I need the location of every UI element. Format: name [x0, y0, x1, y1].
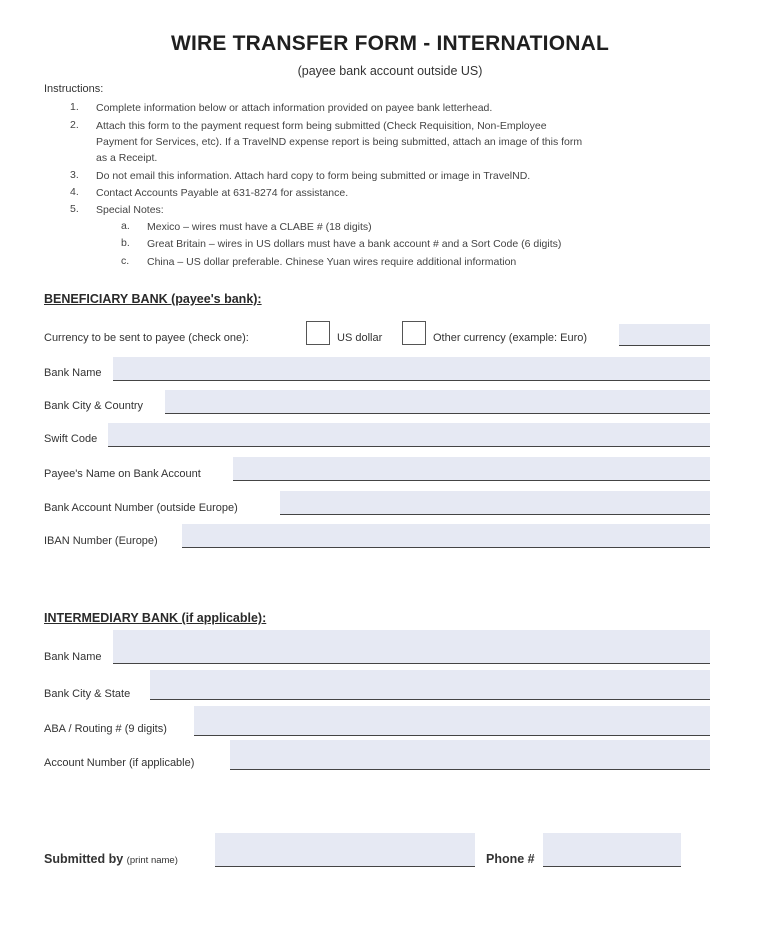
us-dollar-checkbox[interactable] — [306, 321, 330, 345]
other-currency-field[interactable] — [619, 324, 710, 346]
page-subtitle: (payee bank account outside US) — [297, 64, 483, 78]
swift-code-field[interactable] — [108, 423, 710, 447]
payee-name-field[interactable] — [233, 457, 710, 481]
intermediary-bank-heading: INTERMEDIARY BANK (if applicable): — [44, 611, 267, 625]
intermediary-account-number-label: Account Number (if applicable) — [44, 757, 195, 769]
instruction-number: 3. — [70, 169, 79, 181]
submitted-by-text: Submitted by — [44, 852, 124, 866]
note-letter: c. — [121, 255, 130, 267]
instruction-line: Attach this form to the payment request form being submitted (Check Requisition, Non-Employee — [96, 120, 547, 132]
instruction-line: Contact Accounts Payable at 631-8274 for assistance. — [96, 187, 349, 199]
intermediary-bank-city-state-label: Bank City & State — [44, 688, 131, 700]
print-name-hint: (print name) — [126, 855, 178, 866]
instruction-line: Do not email this information. Attach hard copy to form being submitted or image in TravelND. — [96, 170, 531, 182]
bank-name-label: Bank Name — [44, 367, 102, 379]
bank-name-field[interactable] — [113, 357, 710, 381]
bank-city-country-field[interactable] — [165, 390, 710, 414]
intermediary-bank-name-field[interactable] — [113, 630, 710, 664]
intermediary-bank-city-state-field[interactable] — [150, 670, 710, 700]
instruction-line: as a Receipt. — [96, 152, 158, 164]
instruction-number: 5. — [70, 203, 79, 215]
aba-routing-field[interactable] — [194, 706, 710, 736]
page-title: WIRE TRANSFER FORM - INTERNATIONAL — [170, 32, 610, 55]
note-text: Mexico – wires must have a CLABE # (18 digits) — [147, 221, 372, 233]
instruction-number: 2. — [70, 119, 79, 131]
other-currency-checkbox[interactable] — [402, 321, 426, 345]
account-number-field[interactable] — [280, 491, 710, 515]
instruction-line: Payment for Services, etc). If a TravelND expense report is being submitted, attach an image of this form — [96, 136, 583, 148]
swift-code-label: Swift Code — [44, 433, 98, 445]
iban-label: IBAN Number (Europe) — [44, 535, 158, 547]
iban-field[interactable] — [182, 524, 710, 548]
phone-label: Phone # — [486, 852, 535, 866]
intermediary-bank-name-label: Bank Name — [44, 651, 102, 663]
instructions-heading: Instructions: — [44, 83, 104, 95]
intermediary-account-number-field[interactable] — [230, 740, 710, 770]
note-text: Great Britain – wires in US dollars must have a bank account # and a Sort Code (6 digits) — [147, 238, 562, 250]
note-letter: a. — [121, 220, 130, 232]
beneficiary-bank-heading: BENEFICIARY BANK (payee's bank): — [44, 292, 262, 306]
note-letter: b. — [121, 237, 130, 249]
submitted-by-label — [44, 852, 178, 866]
aba-routing-label: ABA / Routing # (9 digits) — [44, 723, 167, 735]
payee-name-label: Payee's Name on Bank Account — [44, 468, 201, 480]
currency-label: Currency to be sent to payee (check one): — [44, 332, 249, 344]
other-currency-label: Other currency (example: Euro) — [433, 332, 588, 344]
submitted-by-field[interactable] — [215, 833, 475, 867]
instruction-line: Special Notes: — [96, 204, 164, 216]
instruction-number: 4. — [70, 186, 79, 198]
bank-city-country-label: Bank City & Country — [44, 400, 144, 412]
us-dollar-label: US dollar — [337, 332, 383, 344]
instruction-line: Complete information below or attach information provided on payee bank letterhead. — [96, 102, 493, 114]
phone-field[interactable] — [543, 833, 681, 867]
instruction-number: 1. — [70, 101, 79, 113]
account-number-label: Bank Account Number (outside Europe) — [44, 502, 238, 514]
note-text: China – US dollar preferable. Chinese Yuan wires require additional information — [147, 256, 517, 268]
